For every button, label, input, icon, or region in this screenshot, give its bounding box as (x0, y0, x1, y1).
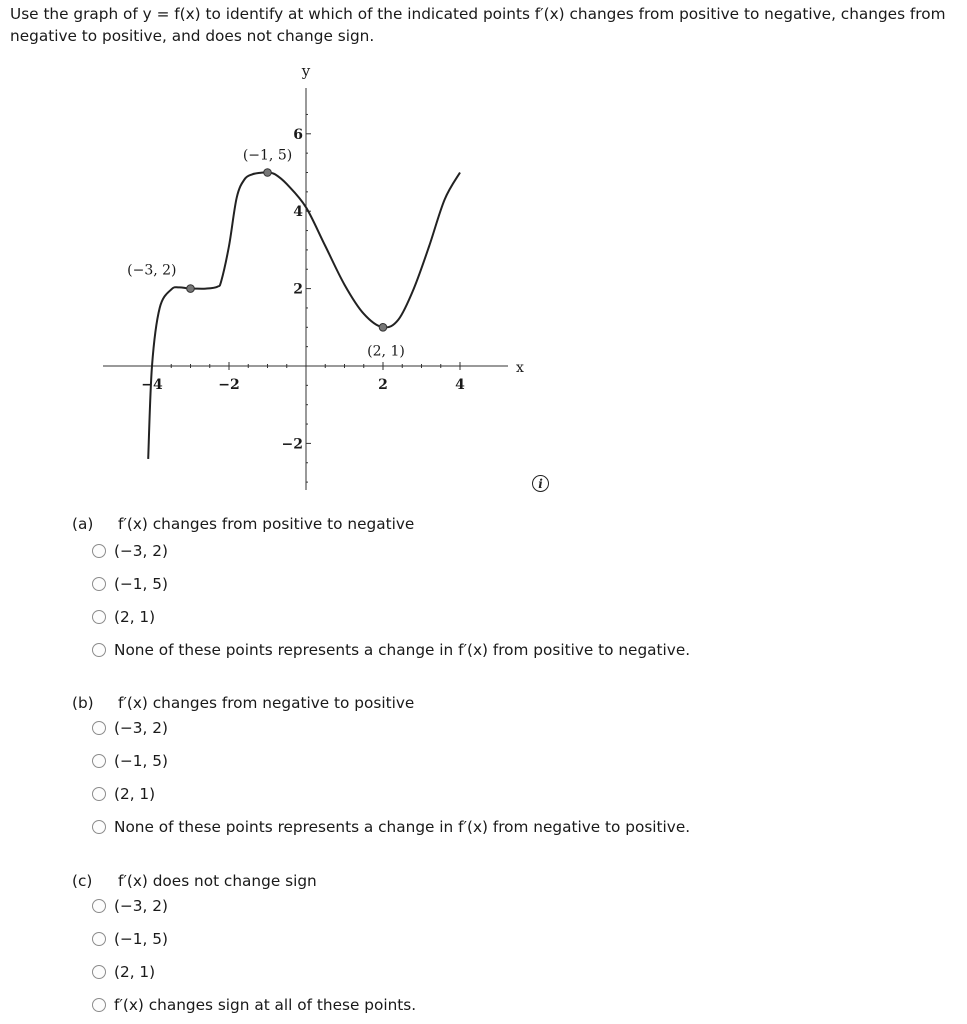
tick-marks (141, 114, 465, 482)
radio-button[interactable] (92, 544, 106, 558)
point-label: (2, 1) (367, 343, 405, 360)
point-label: (−1, 5) (242, 147, 293, 164)
option-label: (2, 1) (114, 963, 156, 981)
radio-button[interactable] (92, 820, 106, 834)
part-a-option-4[interactable] (92, 639, 690, 661)
radio-button[interactable] (92, 721, 106, 735)
part-b-option-1[interactable] (92, 717, 690, 739)
radio-button[interactable] (92, 610, 106, 624)
prompt-line-2: negative to positive, and does not change sign. (10, 27, 375, 45)
y-tick-label: −2 (281, 436, 303, 453)
radio-button[interactable] (92, 899, 106, 913)
radio-button[interactable] (92, 998, 106, 1012)
x-tick-label: −2 (218, 377, 240, 393)
part-c-option-2[interactable] (92, 928, 416, 950)
point-marker (187, 285, 195, 293)
y-axis-label: y (301, 62, 311, 80)
curve-layer (148, 172, 460, 459)
point-label: (−3, 2) (127, 262, 177, 279)
x-tick-label: 2 (378, 377, 388, 393)
radio-button[interactable] (92, 643, 106, 657)
radio-button[interactable] (92, 577, 106, 591)
option-label: (2, 1) (114, 785, 156, 803)
option-label: f′(x) changes sign at all of these points. (114, 996, 417, 1014)
part-b-option-3[interactable] (92, 783, 690, 805)
option-label: (−3, 2) (114, 719, 168, 737)
part-b-option-4[interactable] (92, 816, 690, 838)
part-a-option-2[interactable] (92, 573, 690, 595)
x-tick-label: −4 (141, 377, 163, 393)
option-label: (2, 1) (114, 608, 156, 626)
part-a (72, 513, 690, 661)
option-label: (−1, 5) (114, 930, 168, 948)
part-c-option-4[interactable] (92, 994, 416, 1016)
option-label: None of these points represents a change in f′(x) from negative to positive. (114, 818, 691, 836)
y-tick-label: 2 (293, 281, 303, 298)
option-label: (−1, 5) (114, 752, 168, 770)
part-a-letter: (a) (72, 515, 94, 533)
point-marker (264, 169, 272, 177)
y-tick-label: 4 (293, 204, 303, 221)
part-c-prompt: f′(x) does not change sign (118, 872, 317, 890)
option-label: None of these points represents a change in f′(x) from positive to negative. (114, 641, 691, 659)
part-a-prompt: f′(x) changes from positive to negative (118, 515, 415, 533)
radio-button[interactable] (92, 754, 106, 768)
prompt-line-1: Use the graph of y = f(x) to identify at which of the indicated points f′(x) changes from positive to negative, changes from (10, 5, 946, 23)
radio-button[interactable] (92, 965, 106, 979)
radio-button[interactable] (92, 932, 106, 946)
x-axis-label: x (516, 360, 524, 376)
x-tick-label: 4 (455, 377, 465, 393)
part-b-option-2[interactable] (92, 750, 690, 772)
part-a-header (72, 513, 690, 535)
part-c-option-3[interactable] (92, 961, 416, 983)
points-layer (127, 148, 405, 360)
point-marker (379, 324, 387, 332)
part-c (72, 870, 416, 1016)
part-a-option-3[interactable] (92, 606, 690, 628)
part-b (72, 692, 690, 838)
option-label: (−1, 5) (114, 575, 168, 593)
y-tick-label: 6 (293, 126, 303, 143)
part-b-header (72, 692, 690, 714)
option-label: (−3, 2) (114, 542, 168, 560)
info-icon[interactable]: i (532, 475, 549, 492)
function-graph (0, 0, 967, 500)
part-b-letter: (b) (72, 694, 94, 712)
option-label: (−3, 2) (114, 897, 168, 915)
part-c-letter: (c) (72, 872, 93, 890)
function-curve (148, 172, 460, 459)
part-c-header (72, 870, 416, 892)
part-a-option-1[interactable] (92, 540, 690, 562)
radio-button[interactable] (92, 787, 106, 801)
part-c-option-1[interactable] (92, 895, 416, 917)
part-b-prompt: f′(x) changes from negative to positive (118, 694, 415, 712)
